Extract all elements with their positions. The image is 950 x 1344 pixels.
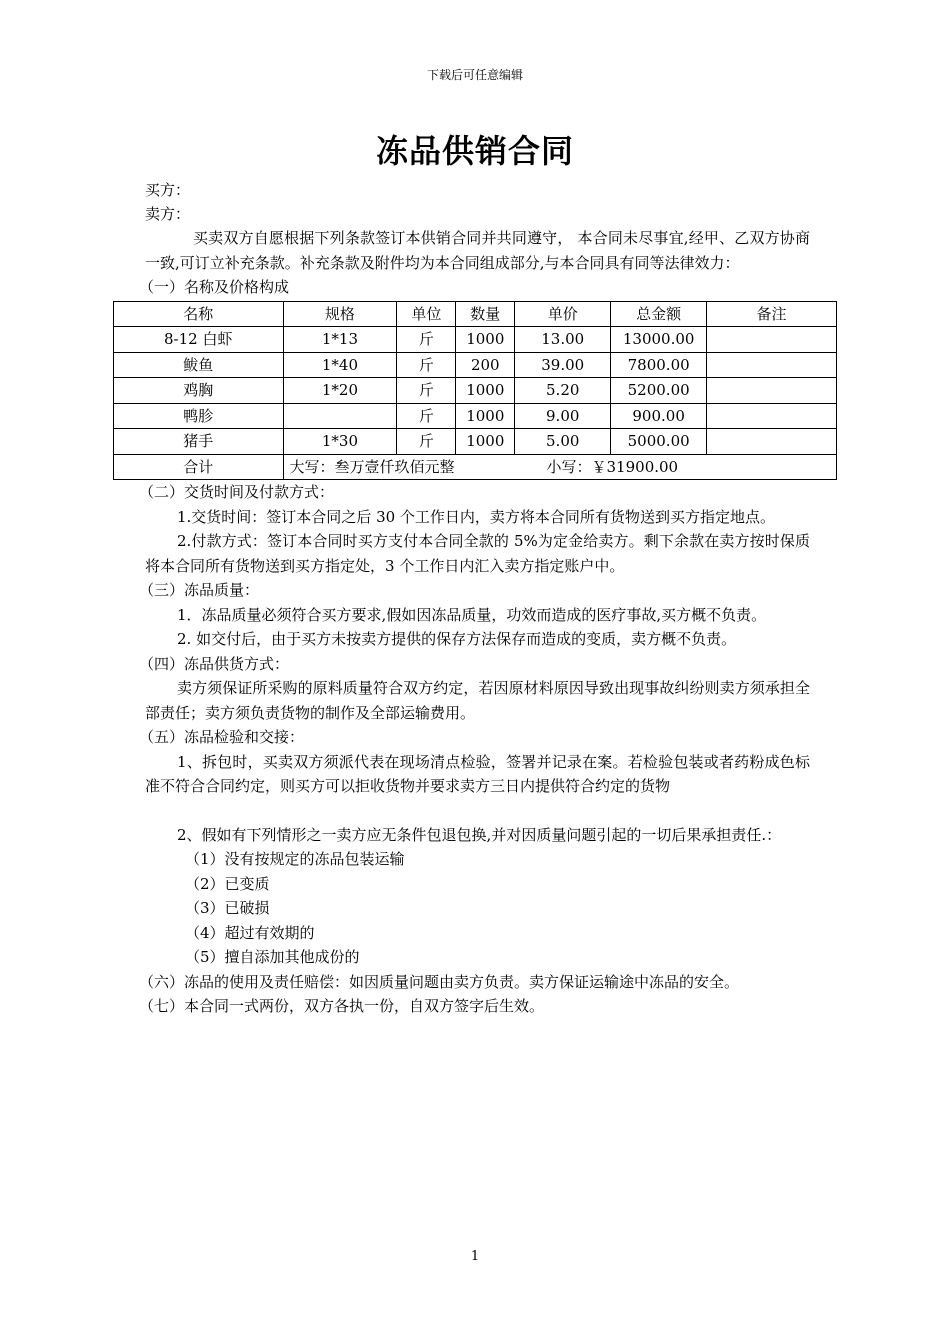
header-cell: 总金额	[611, 301, 707, 327]
cell-unit-price: 13.00	[515, 327, 611, 353]
list-item: （5）擅自添加其他成份的	[185, 948, 360, 966]
cell-unit: 斤	[397, 327, 456, 353]
table-total-row	[114, 454, 837, 480]
section-1-title: （一）名称及价格构成	[139, 278, 290, 296]
table-row	[114, 403, 837, 429]
cell-unit-price: 9.00	[515, 403, 611, 429]
total-lower: 小写：￥31900.00	[546, 457, 679, 476]
cell-spec: 1*30	[283, 429, 397, 455]
cell-unit: 斤	[397, 352, 456, 378]
cell-unit: 斤	[397, 403, 456, 429]
cell-quantity: 200	[456, 352, 515, 378]
cell-amount: 5200.00	[611, 378, 707, 404]
cell-name: 鲅鱼	[114, 352, 284, 378]
section-4-paragraph-1: 卖方须保证所采购的原料质量符合双方约定，若因原材料原因导致出现事故纠纷则卖方须承担全部责任；卖方须负责货物的制作及全部运输费用。	[145, 679, 810, 722]
cell-spec: 1*13	[283, 327, 397, 353]
cell-quantity: 1000	[456, 429, 515, 455]
cell-name: 猪手	[114, 429, 284, 455]
section-4-title: （四）冻品供货方式：	[139, 654, 290, 673]
cell-unit: 斤	[397, 429, 456, 455]
header-cell: 规格	[283, 301, 397, 327]
header-cell: 名称	[114, 301, 284, 327]
cell-amount: 7800.00	[611, 352, 707, 378]
cell-spec: 1*40	[283, 352, 397, 378]
section-5-title: （五）冻品检验和交接：	[139, 728, 305, 746]
section-2-paragraph-1: 1.交货时间：签订本合同之后 30 个工作日内，卖方将本合同所有货物送到买方指定地点。	[177, 507, 775, 526]
table-row	[114, 378, 837, 404]
cell-quantity: 1000	[456, 378, 515, 404]
total-label: 合计	[114, 454, 284, 480]
cell-name: 鸭胗	[114, 403, 284, 429]
section-3-title: （三）冻品质量：	[139, 581, 260, 599]
cell-unit: 斤	[397, 378, 456, 404]
cell-quantity: 1000	[456, 327, 515, 353]
cell-unit-price: 5.20	[515, 378, 611, 404]
header-cell: 数量	[456, 301, 515, 327]
total-amount-cell	[283, 454, 837, 480]
list-item: （4）超过有效期的	[185, 923, 315, 942]
cell-quantity: 1000	[456, 403, 515, 429]
header-note: 下载后可任意编辑	[426, 68, 523, 82]
cell-amount: 900.00	[611, 403, 707, 429]
buyer-label: 买方：	[145, 181, 191, 199]
section-2-title: （二）交货时间及付款方式：	[139, 483, 335, 501]
cell-remark	[707, 352, 837, 378]
cell-remark	[707, 429, 837, 455]
intro-paragraph: 买卖双方自愿根据下列条款签订本供销合同并共同遵守， 本合同未尽事宜,经甲、乙双方协商一致,可订立补充条款。补充条款及附件均为本合同组成部分,与本合同具有同等法律效力：	[145, 229, 810, 272]
table-row	[114, 352, 837, 378]
seller-label: 卖方：	[145, 205, 191, 223]
cell-remark	[707, 403, 837, 429]
cell-amount: 5000.00	[611, 429, 707, 455]
cell-name: 8-12 白虾	[114, 327, 284, 353]
document-title: 冻品供销合同	[375, 132, 574, 170]
list-item: （2）已变质	[185, 874, 270, 893]
table-row	[114, 327, 837, 353]
section-5-paragraph-2: 2、假如有下列情形之一卖方应无条件包退包换,并对因质量问题引起的一切后果承担责任.：	[177, 825, 782, 844]
cell-name: 鸡胸	[114, 378, 284, 404]
header-cell: 备注	[707, 301, 837, 327]
table-header-row	[114, 301, 837, 327]
total-upper: 大写：叁万壹仟玖佰元整	[289, 457, 455, 476]
blank-line	[145, 799, 810, 823]
cell-remark	[707, 378, 837, 404]
section-2-paragraph-2: 2.付款方式：签订本合同时买方支付本合同全款的 5%为定金给卖方。剩下余款在卖方按时保质将本合同所有货物送到买方指定处，3 个工作日内汇入卖方指定账户中。	[145, 532, 810, 575]
cell-amount: 13000.00	[611, 327, 707, 353]
table-row	[114, 429, 837, 455]
cell-spec	[283, 403, 397, 429]
list-item: （1）没有按规定的冻品包装运输	[185, 850, 405, 868]
cell-remark	[707, 327, 837, 353]
cell-unit-price: 5.00	[515, 429, 611, 455]
list-item: （3）已破损	[185, 899, 270, 917]
section-3-paragraph-2: 2. 如交付后，由于买方未按卖方提供的保存方法保存而造成的变质，卖方概不负责。	[177, 630, 737, 648]
section-5-paragraph-1: 1、拆包时，买卖双方须派代表在现场清点检验，签署并记录在案。若检验包装或者药粉成色标准不符合合同约定，则买方可以拒收货物并要求卖方三日内提供符合约定的货物	[145, 752, 810, 795]
header-cell: 单价	[515, 301, 611, 327]
document-body	[139, 178, 810, 1019]
section-6: （六）冻品的使用及责任赔偿：如因质量问题由卖方负责。卖方保证运输途中冻品的安全。	[139, 972, 740, 991]
header-cell: 单位	[397, 301, 456, 327]
section-3-paragraph-1: 1．冻品质量必须符合买方要求,假如因冻品质量，功效而造成的医疗事故,买方概不负责。	[177, 605, 767, 624]
page-number: 1	[470, 1249, 480, 1264]
cell-spec: 1*20	[283, 378, 397, 404]
goods-table	[113, 301, 837, 481]
section-7: （七）本合同一式两份，双方各执一份，自双方签字后生效。	[139, 997, 545, 1015]
cell-unit-price: 39.00	[515, 352, 611, 378]
